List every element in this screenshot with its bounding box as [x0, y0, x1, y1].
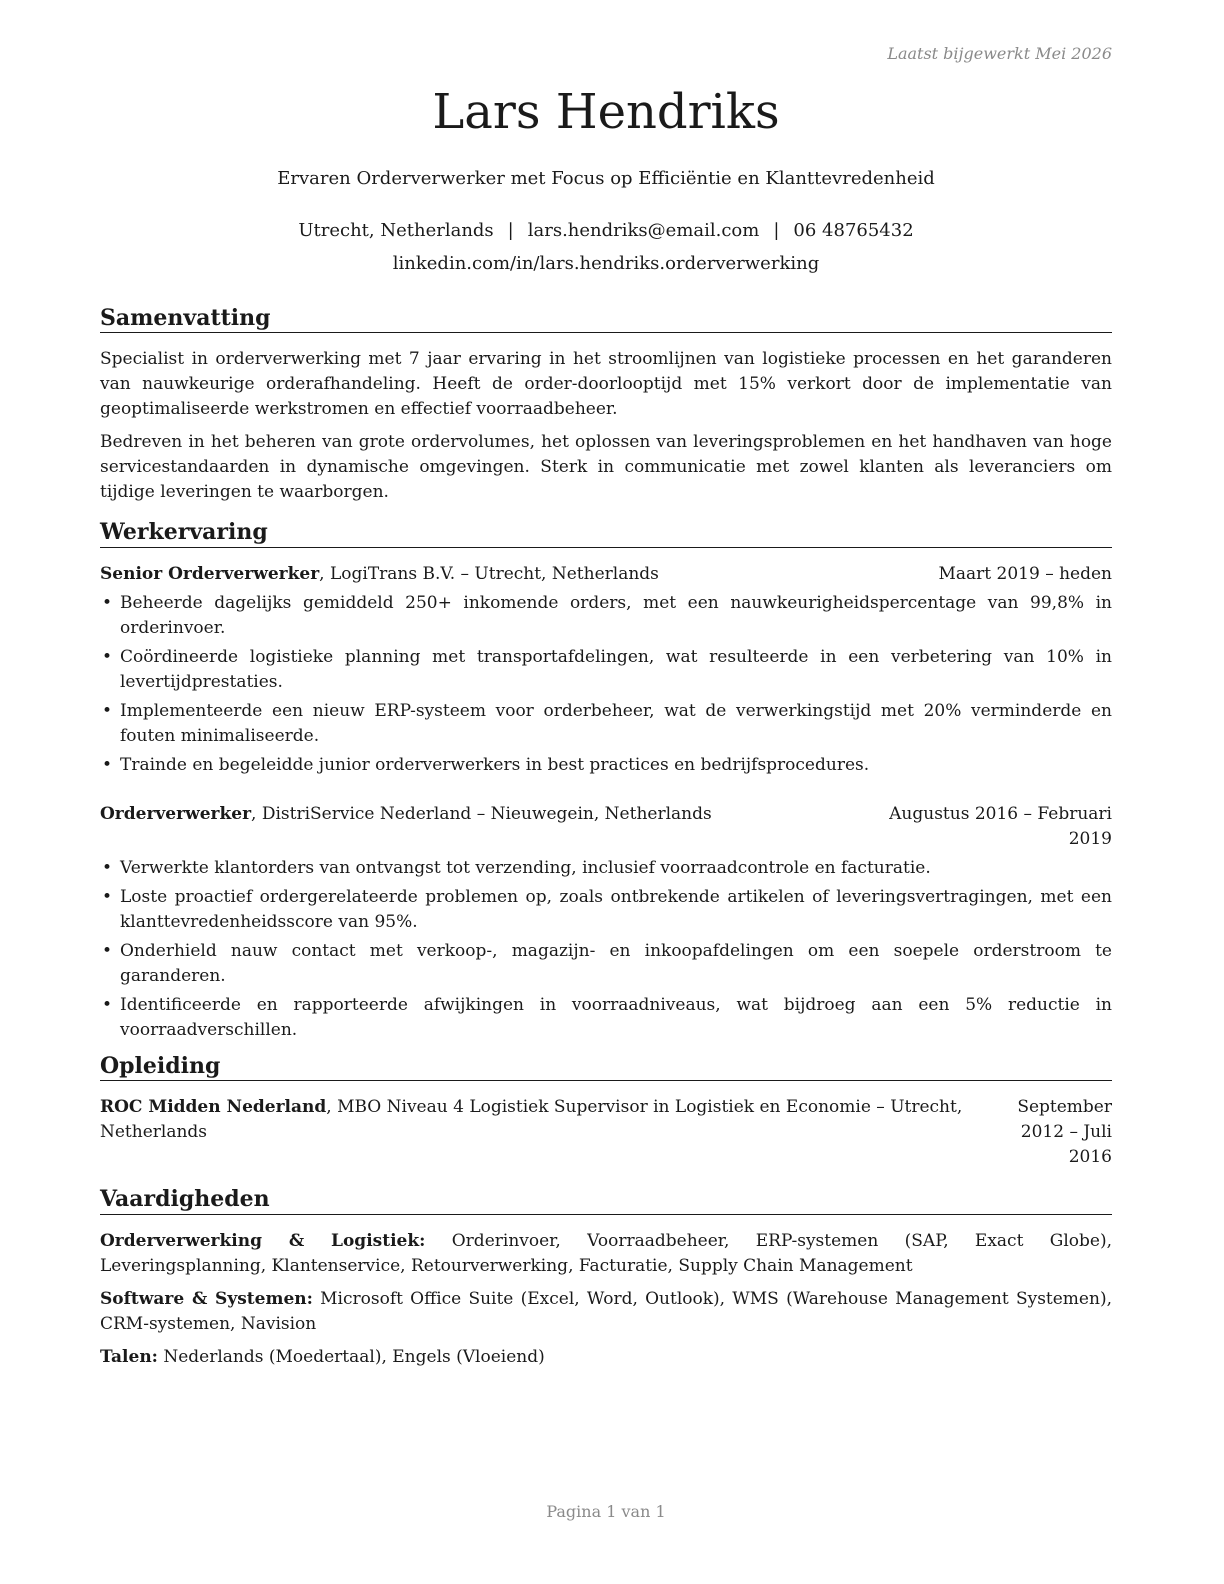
list-item: • Implementeerde een nieuw ERP-systeem voor orderbeheer, wat de verwerkingstijd met 20% verminderde en fouten minimaliseerde. — [102, 700, 1112, 746]
skill-items: Orderinvoer, Voorraadbeheer, ERP-systemen (SAP, Exact Globe), Leveringsplanning, Klantenservice, Retourverwerking, Facturatie, Supply Chain Management — [100, 1230, 1112, 1276]
job-company: , DistriService Nederland – Nieuwegein, Netherlands — [251, 803, 712, 824]
tagline: Ervaren Orderverwerker met Focus op Efficiëntie en Klanttevredenheid — [277, 168, 935, 189]
education-details: , MBO Niveau 4 Logistiek Supervisor in Logistiek en Economie – Utrecht, Netherlands — [100, 1097, 963, 1143]
list-item: • Beheerde dagelijks gemiddeld 250+ inkomende orders, met een nauwkeurigheidspercentage van 99,8% in orderinvoer. — [102, 592, 1112, 638]
resume-page — [100, 0, 1112, 1584]
section-title-summary: Samenvatting — [100, 305, 1112, 333]
job-title-line — [100, 562, 938, 587]
page-number: Pagina 1 van 1 — [546, 1502, 666, 1521]
last-updated: Laatst bijgewerkt Mei 2026 — [887, 44, 1112, 63]
school-name: ROC Midden Nederland — [100, 1097, 327, 1118]
candidate-name: Lars Hendriks — [432, 84, 780, 140]
job-role: Senior Orderverwerker — [100, 563, 320, 584]
section-title-education: Opleiding — [100, 1053, 1112, 1081]
job-header — [100, 562, 1112, 587]
skill-items: Nederlands (Moedertaal), Engels (Vloeiend) — [157, 1346, 545, 1367]
skill-label: Orderverwerking & Logistiek: — [100, 1230, 426, 1251]
list-item: • Identificeerde en rapporteerde afwijkingen in voorraadniveaus, wat bijdroeg aan een 5% reductie in voorraadverschillen. — [102, 994, 1112, 1040]
skill-items: Microsoft Office Suite (Excel, Word, Outlook), WMS (Warehouse Management Systemen), CRM-systemen, Navision — [100, 1288, 1112, 1334]
section-title-skills: Vaardigheden — [100, 1186, 1112, 1214]
skill-group — [100, 1287, 1112, 1337]
resume-content — [100, 305, 1112, 1370]
job-role: Orderverwerker — [100, 803, 252, 824]
education-line — [100, 1095, 980, 1145]
contact-line — [100, 220, 1112, 241]
linkedin-link[interactable]: linkedin.com/in/lars.hendriks.orderverwerking — [392, 253, 820, 274]
education-entry — [100, 1095, 1112, 1170]
summary-paragraph: Bedreven in het beheren van grote ordervolumes, het oplossen van leveringsproblemen en het handhaven van hoge servicestandaarden in dynamische omgevingen. Sterk in communicatie met zowel klanten als leveranciers om tijdige leveringen te waarborgen. — [100, 432, 1112, 503]
location: Utrecht, Netherlands — [298, 220, 494, 241]
skill-label: Talen: — [100, 1346, 158, 1367]
list-item: • Verwerkte klantorders van ontvangst tot verzending, inclusief voorraadcontrole en facturatie. — [102, 857, 931, 878]
skill-group — [100, 1345, 1112, 1370]
job-title-line — [100, 802, 872, 827]
job-company: , LogiTrans B.V. – Utrecht, Netherlands — [319, 563, 659, 584]
job-header — [100, 802, 1112, 852]
summary-paragraph: Specialist in orderverwerking met 7 jaar ervaring in het stroomlijnen van logistieke processen en het garanderen van nauwkeurige orderafhandeling. Heeft de order-doorlooptijd met 15% verkort door de implementatie van geoptimaliseerde werkstromen en effectief voorraadbeheer. — [100, 349, 1112, 420]
separator: | — [773, 220, 780, 241]
job-dates: Augustus 2016 – Februari 2019 — [889, 803, 1112, 849]
job-bullets — [100, 591, 1112, 778]
list-item: • Onderhield nauw contact met verkoop-, magazijn- en inkoopafdelingen om een soepele orderstroom te garanderen. — [102, 940, 1112, 986]
skill-label: Software & Systemen: — [100, 1288, 313, 1309]
list-item: • Trainde en begeleidde junior orderverwerkers in best practices en bedrijfsprocedures. — [102, 754, 870, 775]
list-item: • Coördineerde logistieke planning met transportafdelingen, wat resulteerde in een verbetering van 10% in levertijdprestaties. — [102, 646, 1112, 692]
list-item: • Loste proactief ordergerelateerde problemen op, zoals ontbrekende artikelen of leveringsvertragingen, met een klanttevredenheidsscore van 95%. — [102, 886, 1112, 932]
phone-number: 06 48765432 — [793, 220, 914, 241]
education-dates: September 2012 – Juli 2016 — [1017, 1097, 1112, 1168]
job-bullets — [100, 856, 1112, 1043]
skill-group — [100, 1229, 1112, 1279]
section-title-experience: Werkervaring — [100, 519, 1112, 547]
separator: | — [507, 220, 514, 241]
job-dates: Maart 2019 – heden — [938, 563, 1112, 584]
email-link[interactable]: lars.hendriks@email.com — [527, 220, 760, 241]
